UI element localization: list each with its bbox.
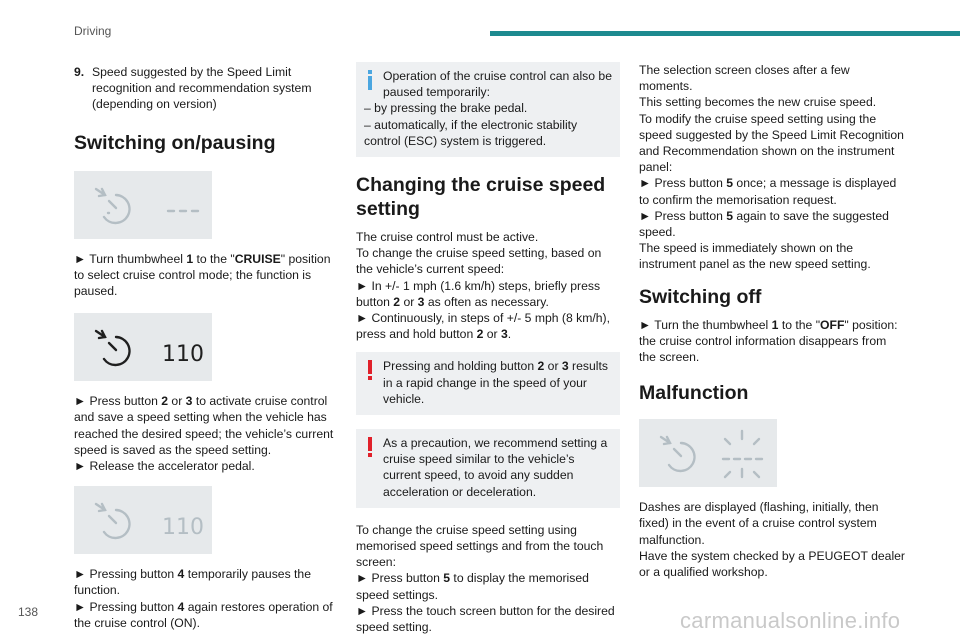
- text: ► Press button: [356, 571, 444, 586]
- text: ► In +/- 1 mph (1.6 km/h) steps, briefly press button: [356, 278, 601, 309]
- paragraph-press-again: [639, 208, 905, 240]
- button-ref: 5: [726, 176, 734, 191]
- column-1: [74, 62, 336, 631]
- button-ref: 2: [537, 359, 545, 374]
- text: .: [507, 327, 512, 342]
- text: or: [400, 294, 418, 309]
- text: ► Pressing button: [74, 567, 178, 582]
- display-illustration-active: [74, 313, 212, 381]
- paragraph-step-1mph: [356, 278, 620, 310]
- column-3: [639, 62, 905, 580]
- button-ref: 5: [443, 571, 451, 586]
- paragraph-touch-screen: ► Press the touch screen button for the desired speed setting.: [356, 603, 615, 635]
- paragraph-step-5mph: [356, 310, 620, 342]
- text: ► Turn thumbwheel: [74, 251, 187, 266]
- speed-value: 110: [162, 515, 204, 541]
- button-ref: 2: [393, 294, 401, 309]
- text: as often as necessary.: [424, 294, 549, 309]
- mode-ref: CRUISE: [234, 251, 281, 266]
- button-ref: 2: [161, 394, 169, 409]
- paragraph-memorised: To change the cruise speed setting using memorised speed settings and from the touch screen:: [356, 522, 604, 570]
- text: to display the memorised speed settings.: [356, 571, 589, 602]
- text: or: [544, 359, 562, 374]
- paragraph-new-cruise-speed: This setting becomes the new cruise speed.: [639, 95, 877, 110]
- cruise-malfunction-icon: [639, 419, 777, 487]
- list-item-number: 9.: [74, 65, 85, 79]
- paragraph-immediately-shown: The speed is immediately shown on the instrument panel as the new speed setting.: [639, 241, 871, 272]
- button-ref: 3: [185, 394, 193, 409]
- paragraph-to-change: To change the cruise speed setting, based on the vehicle’s current speed:: [356, 246, 602, 277]
- paragraph-press-once: [639, 175, 905, 207]
- text: Pressing and holding button: [383, 359, 538, 374]
- paragraph-dashes: Dashes are displayed (flashing, initially, then fixed) in the event of a cruise control system malfunction.: [639, 500, 879, 547]
- info-icon: [364, 69, 376, 91]
- button-ref: 1: [186, 251, 194, 266]
- cruise-speedometer-active-icon: [74, 313, 212, 381]
- mode-ref: OFF: [820, 317, 845, 332]
- text: again restores operation of the cruise control (ON).: [74, 599, 333, 630]
- text: results in a rapid change in the speed of your vehicle.: [383, 359, 608, 406]
- list-item-text: Speed suggested by the Speed Limit recognition and recommendation system (depending on version): [92, 65, 312, 112]
- button-ref: 4: [177, 567, 185, 582]
- paragraph-restore-operation: [74, 599, 336, 631]
- speed-value: 110: [162, 342, 204, 368]
- warning-icon: [364, 436, 376, 458]
- text: or: [483, 327, 501, 342]
- paragraph-press-button-5: [356, 570, 620, 602]
- text: to activate cruise control and save a speed setting when the vehicle has reached the desired speed; the vehicle’s current speed is saved as the speed setting.: [74, 394, 334, 457]
- text: again to save the suggested speed.: [639, 208, 889, 240]
- text: ► Press button: [639, 208, 727, 223]
- text: once; a message is displayed to confirm the memorisation request.: [639, 176, 897, 207]
- paragraph-modify-setting: To modify the cruise speed setting using the speed suggested by the Speed Limit Recognition and Recommendation shown on the instrument panel:: [639, 111, 904, 175]
- paragraph-have-checked: Have the system checked by a PEUGEOT dealer or a qualified workshop.: [639, 548, 905, 580]
- heading-switching-on-pausing: Switching on/pausing: [74, 131, 276, 154]
- info-note: [356, 62, 620, 157]
- page-number: 138: [18, 605, 39, 619]
- button-ref: 5: [726, 208, 734, 223]
- display-illustration-paused: [74, 171, 212, 239]
- info-note-line-2: – by pressing the brake pedal.: [364, 101, 528, 116]
- paragraph-release-pedal: ► Release the accelerator pedal.: [74, 459, 255, 474]
- button-ref: 3: [501, 327, 508, 342]
- paragraph-active: The cruise control must be active.: [356, 230, 539, 245]
- section-label: Driving: [74, 24, 112, 38]
- watermark: carmanualsonline.info: [680, 608, 901, 633]
- button-ref: 3: [561, 359, 569, 374]
- info-note-line-1: Operation of the cruise control can also be paused temporarily:: [383, 69, 612, 100]
- text: ► Turn the thumbwheel: [639, 317, 772, 332]
- text: to the ": [778, 317, 821, 332]
- paragraph-pause-function: [74, 566, 336, 598]
- text: ► Pressing button: [74, 599, 178, 614]
- text: to the ": [193, 251, 235, 266]
- paragraph-turn-thumbwheel: [74, 251, 336, 300]
- warning-text: As a precaution, we recommend setting a cruise speed similar to the vehicle’s current speed, to avoid any sudden acceleration or deceleration.: [383, 436, 608, 499]
- text: ► Continuously, in steps of +/- 5 mph (8 km/h), press and hold button: [356, 311, 610, 342]
- cruise-speedometer-icon: [74, 171, 212, 239]
- button-ref: 3: [417, 294, 425, 309]
- button-ref: 2: [476, 327, 484, 342]
- paragraph-turn-off: [639, 317, 905, 366]
- text: ► Press button: [74, 394, 162, 409]
- warning-note-rapid-change: [356, 352, 620, 415]
- button-ref: 4: [177, 599, 185, 614]
- text: ► Press button: [639, 176, 727, 191]
- heading-switching-off: Switching off: [639, 285, 762, 308]
- paragraph-press-button: [74, 393, 336, 458]
- cruise-speedometer-paused-icon: [74, 486, 212, 554]
- heading-malfunction: Malfunction: [639, 382, 749, 405]
- header-accent-bar: [490, 31, 960, 36]
- info-note-line-3: – automatically, if the electronic stability control (ESC) system is triggered.: [364, 117, 578, 148]
- heading-changing-speed: Changing the cruise speed setting: [356, 174, 606, 221]
- text: " position to select cruise control mode; the function is paused.: [74, 251, 331, 299]
- warning-icon: [364, 359, 376, 381]
- text: temporarily pauses the function.: [74, 567, 311, 598]
- column-2: [356, 62, 620, 635]
- button-ref: 1: [771, 317, 779, 332]
- text: " position: the cruise control information disappears from the screen.: [639, 317, 898, 365]
- warning-note-precaution: [356, 429, 620, 508]
- warning-text: [364, 358, 612, 407]
- display-illustration-malfunction: [639, 419, 777, 487]
- list-item-9: [74, 64, 336, 113]
- paragraph-selection-closes: The selection screen closes after a few moments.: [639, 63, 850, 94]
- display-illustration-paused-speed: [74, 486, 212, 554]
- text: or: [168, 394, 186, 409]
